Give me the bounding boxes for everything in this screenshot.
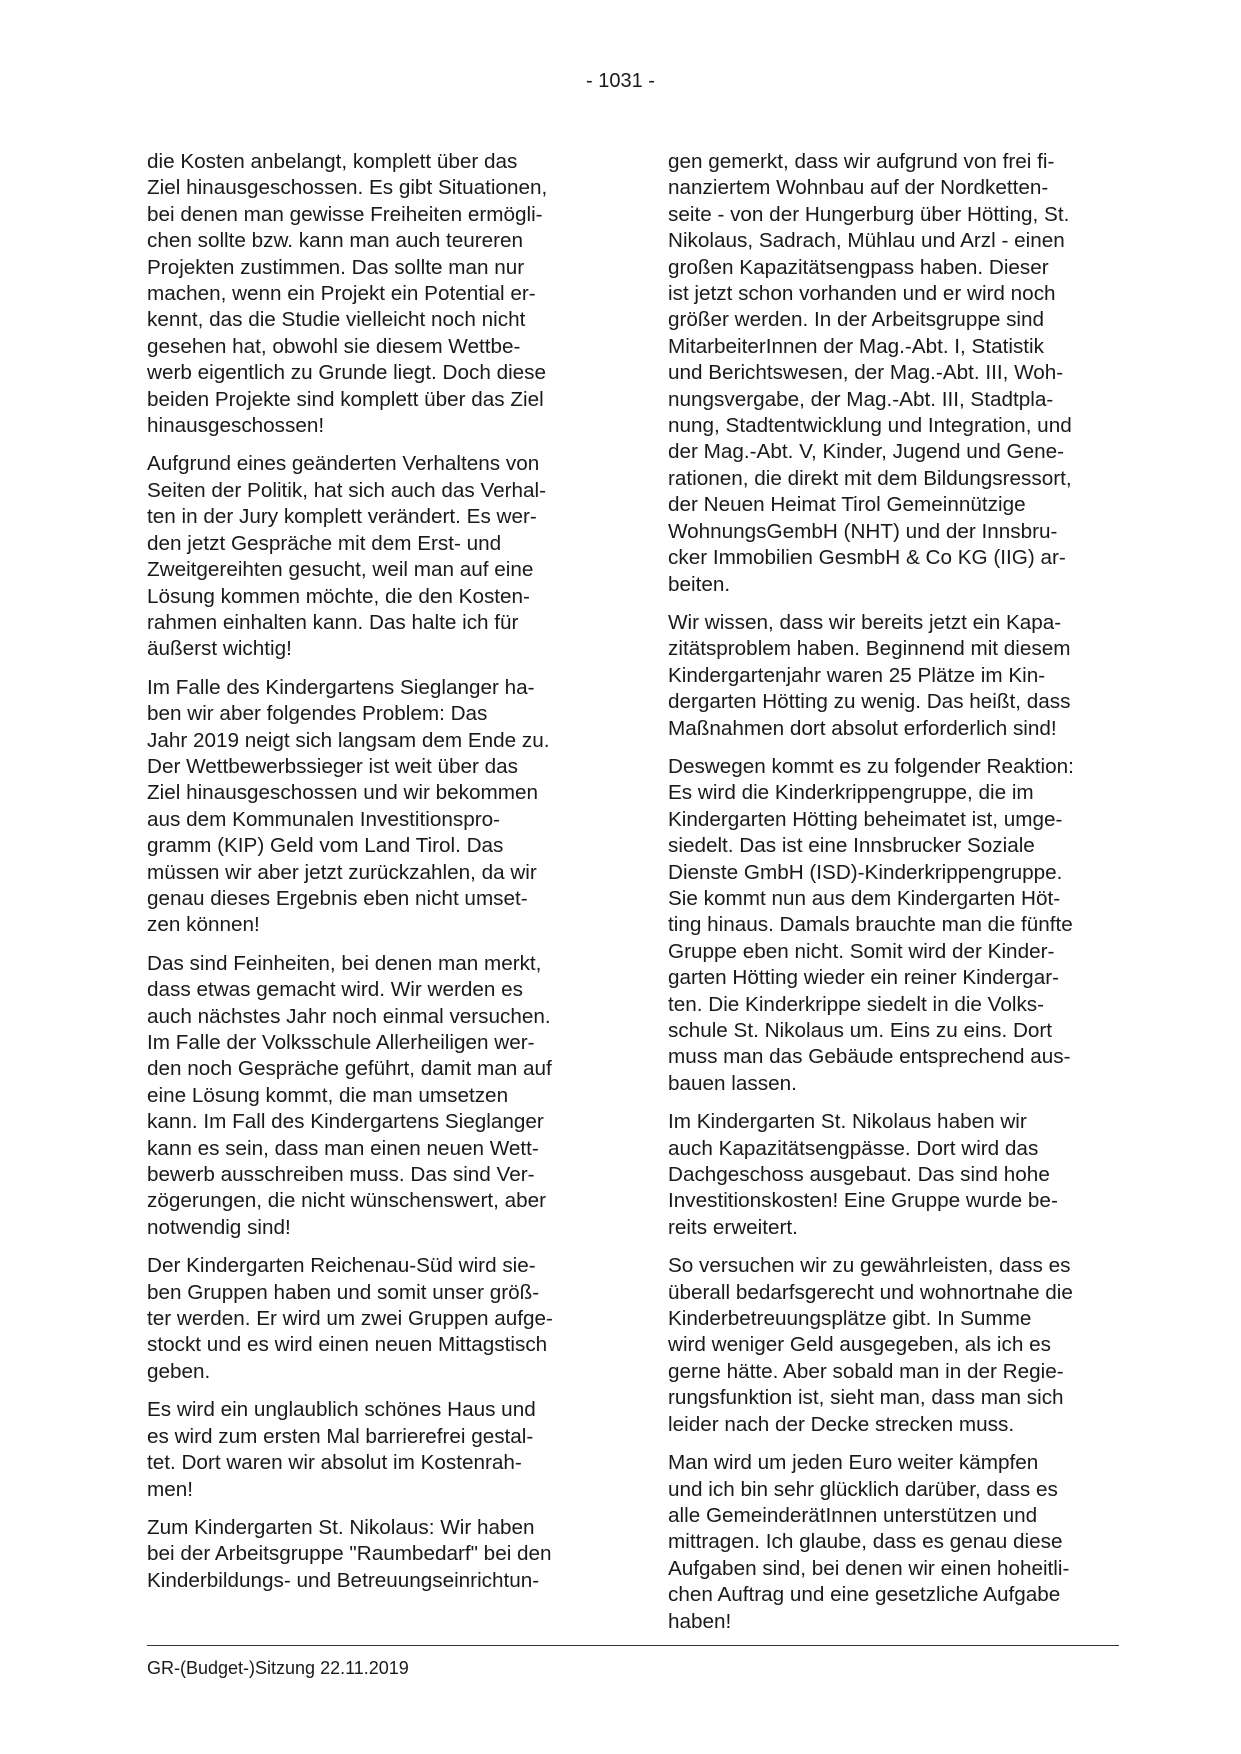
text-line: Gruppe eben nicht. Somit wird der Kinder- (668, 939, 1055, 963)
text-line: Nikolaus, Sadrach, Mühlau und Arzl - einen (668, 229, 1065, 253)
text-line: die Kosten anbelangt, komplett über das (147, 150, 518, 173)
text-line: wird weniger Geld ausgegeben, als ich es (668, 1333, 1051, 1357)
text-line: eine Lösung kommt, die man umsetzen (147, 1083, 509, 1107)
text-line: großen Kapazitätsengpass haben. Dieser (668, 255, 1049, 279)
text-line: bei denen man gewisse Freiheiten ermögli- (147, 202, 543, 226)
text-line: So versuchen wir zu gewährleisten, dass es (668, 1254, 1071, 1278)
left-text-column (147, 149, 599, 1606)
text-line: haben! (668, 1609, 732, 1633)
footer-divider (147, 1645, 1119, 1646)
text-line: müssen wir aber jetzt zurückzahlen, da wir (147, 860, 537, 884)
page-number: - 1031 - (586, 70, 655, 92)
text-line: Im Kindergarten St. Nikolaus haben wir (668, 1110, 1027, 1134)
text-line: und ich bin sehr glücklich darüber, dass es (668, 1477, 1058, 1501)
text-line: siedelt. Das ist eine Innsbrucker Soziale (668, 834, 1035, 858)
text-line: Jahr 2019 neigt sich langsam dem Ende zu. (147, 728, 550, 752)
text-line: rationen, die direkt mit dem Bildungsressort, (668, 466, 1072, 490)
text-line: Kindergartenjahr waren 25 Plätze im Kin- (668, 663, 1046, 687)
text-line: mittragen. Ich glaube, dass es genau diese (668, 1530, 1063, 1554)
text-line: nung, Stadtentwicklung und Integration, und (668, 414, 1072, 438)
text-line: geben. (147, 1359, 211, 1383)
text-line: kann. Im Fall des Kindergartens Sieglanger (147, 1110, 544, 1134)
text-line: reits erweitert. (668, 1215, 798, 1239)
text-line: äußerst wichtig! (147, 637, 292, 661)
text-line: seite - von der Hungerburg über Hötting, St. (668, 202, 1070, 226)
text-line: beiden Projekte sind komplett über das Ziel (147, 387, 544, 411)
text-line: Seiten der Politik, hat sich auch das Verhal- (147, 478, 547, 502)
text-line: rahmen einhalten kann. Das halte ich für (147, 610, 519, 634)
text-line: Deswegen kommt es zu folgender Reaktion: (668, 754, 1074, 778)
text-line: Zum Kindergarten St. Nikolaus: Wir haben (147, 1515, 535, 1539)
text-line: Das sind Feinheiten, bei denen man merkt, (147, 951, 542, 975)
text-line: bewerb ausschreiben muss. Das sind Ver- (147, 1163, 535, 1187)
text-line: Aufgaben sind, bei denen wir einen hoheitli- (668, 1556, 1070, 1580)
text-line: alle GemeinderätInnen unterstützen und (668, 1503, 1038, 1527)
text-line: Der Kindergarten Reichenau-Süd wird sie- (147, 1254, 536, 1278)
text-line: men! (147, 1477, 193, 1501)
text-line: größer werden. In der Arbeitsgruppe sind (668, 308, 1045, 332)
text-line: machen, wenn ein Projekt ein Potential er- (147, 282, 536, 306)
text-line: Es wird die Kinderkrippengruppe, die im (668, 781, 1034, 805)
text-line: schule St. Nikolaus um. Eins zu eins. Dort (668, 1019, 1053, 1042)
text-line: chen Auftrag und eine gesetzliche Aufgabe (668, 1583, 1061, 1607)
text-line: Man wird um jeden Euro weiter kämpfen (668, 1451, 1039, 1475)
text-line: Kinderbetreuungsplätze gibt. In Summe (668, 1307, 1032, 1331)
text-line: Ziel hinausgeschossen. Es gibt Situationen, (147, 176, 548, 200)
paragraph (668, 610, 1120, 742)
text-line: es wird zum ersten Mal barrierefrei gestal- (147, 1424, 534, 1448)
text-line: dergarten Hötting zu wenig. Das heißt, dass (668, 690, 1071, 714)
paragraph (668, 149, 1120, 598)
text-line: auch nächstes Jahr noch einmal versuchen. (147, 1004, 551, 1028)
text-line: Projekten zustimmen. Das sollte man nur (147, 255, 525, 279)
text-line: gerne hätte. Aber sobald man in der Regie- (668, 1359, 1064, 1383)
text-line: ist jetzt schon vorhanden und er wird noch (668, 282, 1056, 306)
text-line: Investitionskosten! Eine Gruppe wurde be- (668, 1189, 1058, 1213)
paragraph (147, 451, 599, 662)
text-line: der Mag.-Abt. V, Kinder, Jugend und Gene- (668, 440, 1065, 464)
text-line: muss man das Gebäude entsprechend aus- (668, 1045, 1071, 1069)
text-line: Maßnahmen dort absolut erforderlich sind! (668, 716, 1057, 740)
text-line: bauen lassen. (668, 1071, 797, 1095)
paragraph (668, 1450, 1120, 1635)
text-line: Zweitgereihten gesucht, weil man auf eine (147, 558, 534, 582)
text-line: leider nach der Decke strecken muss. (668, 1412, 1015, 1436)
text-line: ben wir aber folgendes Problem: Das (147, 702, 488, 726)
text-line: cker Immobilien GesmbH & Co KG (IIG) ar- (668, 546, 1066, 570)
paragraph (668, 1253, 1120, 1438)
text-line: gen gemerkt, dass wir aufgrund von frei fi- (668, 150, 1055, 173)
text-line: ten. Die Kinderkrippe siedelt in die Volks- (668, 992, 1045, 1016)
text-line: aus dem Kommunalen Investitionspro- (147, 807, 501, 831)
text-line: und Berichtswesen, der Mag.-Abt. III, Woh- (668, 361, 1064, 385)
text-line: überall bedarfsgerecht und wohnortnahe die (668, 1280, 1073, 1304)
text-line: stockt und es wird einen neuen Mittagstisch (147, 1333, 548, 1357)
text-line: Wir wissen, dass wir bereits jetzt ein Kapa- (668, 610, 1062, 634)
text-line: werb eigentlich zu Grunde liegt. Doch diese (147, 361, 547, 385)
text-line: ten in der Jury komplett verändert. Es wer- (147, 505, 537, 529)
text-line: zögerungen, die nicht wünschenswert, aber (147, 1189, 547, 1213)
text-line: Sie kommt nun aus dem Kindergarten Höt- (668, 886, 1061, 910)
text-line: nanziertem Wohnbau auf der Nordketten- (668, 176, 1049, 200)
text-line: Aufgrund eines geänderten Verhaltens von (147, 452, 540, 476)
text-line: ting hinaus. Damals brauchte man die fünfte (668, 913, 1073, 937)
text-line: Der Wettbewerbssieger ist weit über das (147, 754, 519, 778)
text-line: auch Kapazitätsengpässe. Dort wird das (668, 1136, 1039, 1160)
paragraph (147, 149, 599, 439)
text-line: kann es sein, dass man einen neuen Wett- (147, 1136, 539, 1160)
text-line: WohnungsGembH (NHT) und der Innsbru- (668, 519, 1058, 543)
paragraph (147, 1515, 599, 1594)
text-line: dass etwas gemacht wird. Wir werden es (147, 978, 523, 1002)
text-line: ben Gruppen haben und somit unser größ- (147, 1280, 540, 1304)
text-line: Im Falle des Kindergartens Sieglanger ha- (147, 675, 535, 699)
text-line: bei der Arbeitsgruppe "Raumbedarf" bei den (147, 1542, 552, 1566)
text-line: Es wird ein unglaublich schönes Haus und (147, 1398, 536, 1422)
text-line: MitarbeiterInnen der Mag.-Abt. I, Statistik (668, 334, 1044, 358)
paragraph (668, 754, 1120, 1097)
text-line: Kindergarten Hötting beheimatet ist, umge- (668, 807, 1063, 831)
text-line: tet. Dort waren wir absolut im Kostenrah- (147, 1451, 522, 1475)
text-line: der Neuen Heimat Tirol Gemeinnützige (668, 493, 1026, 517)
text-line: rungsfunktion ist, sieht man, dass man sich (668, 1386, 1064, 1410)
text-line: nungsvergabe, der Mag.-Abt. III, Stadtpla- (668, 387, 1054, 411)
text-line: garten Hötting wieder ein reiner Kindergar- (668, 966, 1059, 990)
text-line: Dachgeschoss ausgebaut. Das sind hohe (668, 1163, 1050, 1187)
text-line: beiten. (668, 572, 731, 596)
text-line: zitätsproblem haben. Beginnend mit diesem (668, 637, 1071, 661)
text-line: Im Falle der Volksschule Allerheiligen wer- (147, 1031, 535, 1054)
text-line: Lösung kommen möchte, die den Kosten- (147, 584, 530, 608)
text-line: genau dieses Ergebnis eben nicht umset- (147, 886, 528, 910)
paragraph (147, 675, 599, 939)
text-line: notwendig sind! (147, 1215, 291, 1239)
footer-session-label: GR-(Budget-)Sitzung 22.11.2019 (147, 1658, 409, 1678)
text-line: chen sollte bzw. kann man auch teureren (147, 229, 524, 253)
text-line: hinausgeschossen! (147, 414, 325, 438)
text-line: Ziel hinausgeschossen und wir bekommen (147, 781, 538, 805)
text-line: kennt, das die Studie vielleicht noch nicht (147, 308, 526, 332)
text-line: Kinderbildungs- und Betreuungseinrichtun- (147, 1568, 540, 1592)
text-line: Dienste GmbH (ISD)-Kinderkrippengruppe. (668, 860, 1063, 884)
right-text-column (668, 149, 1120, 1647)
paragraph (668, 1109, 1120, 1241)
paragraph (147, 1253, 599, 1385)
text-line: den noch Gespräche geführt, damit man auf (147, 1057, 552, 1081)
text-line: gramm (KIP) Geld vom Land Tirol. Das (147, 834, 504, 858)
paragraph (147, 951, 599, 1241)
text-line: zen können! (147, 913, 260, 937)
text-line: ter werden. Er wird um zwei Gruppen aufge- (147, 1307, 553, 1331)
text-line: gesehen hat, obwohl sie diesem Wettbe- (147, 334, 521, 358)
text-line: den jetzt Gespräche mit dem Erst- und (147, 531, 502, 555)
paragraph (147, 1397, 599, 1503)
